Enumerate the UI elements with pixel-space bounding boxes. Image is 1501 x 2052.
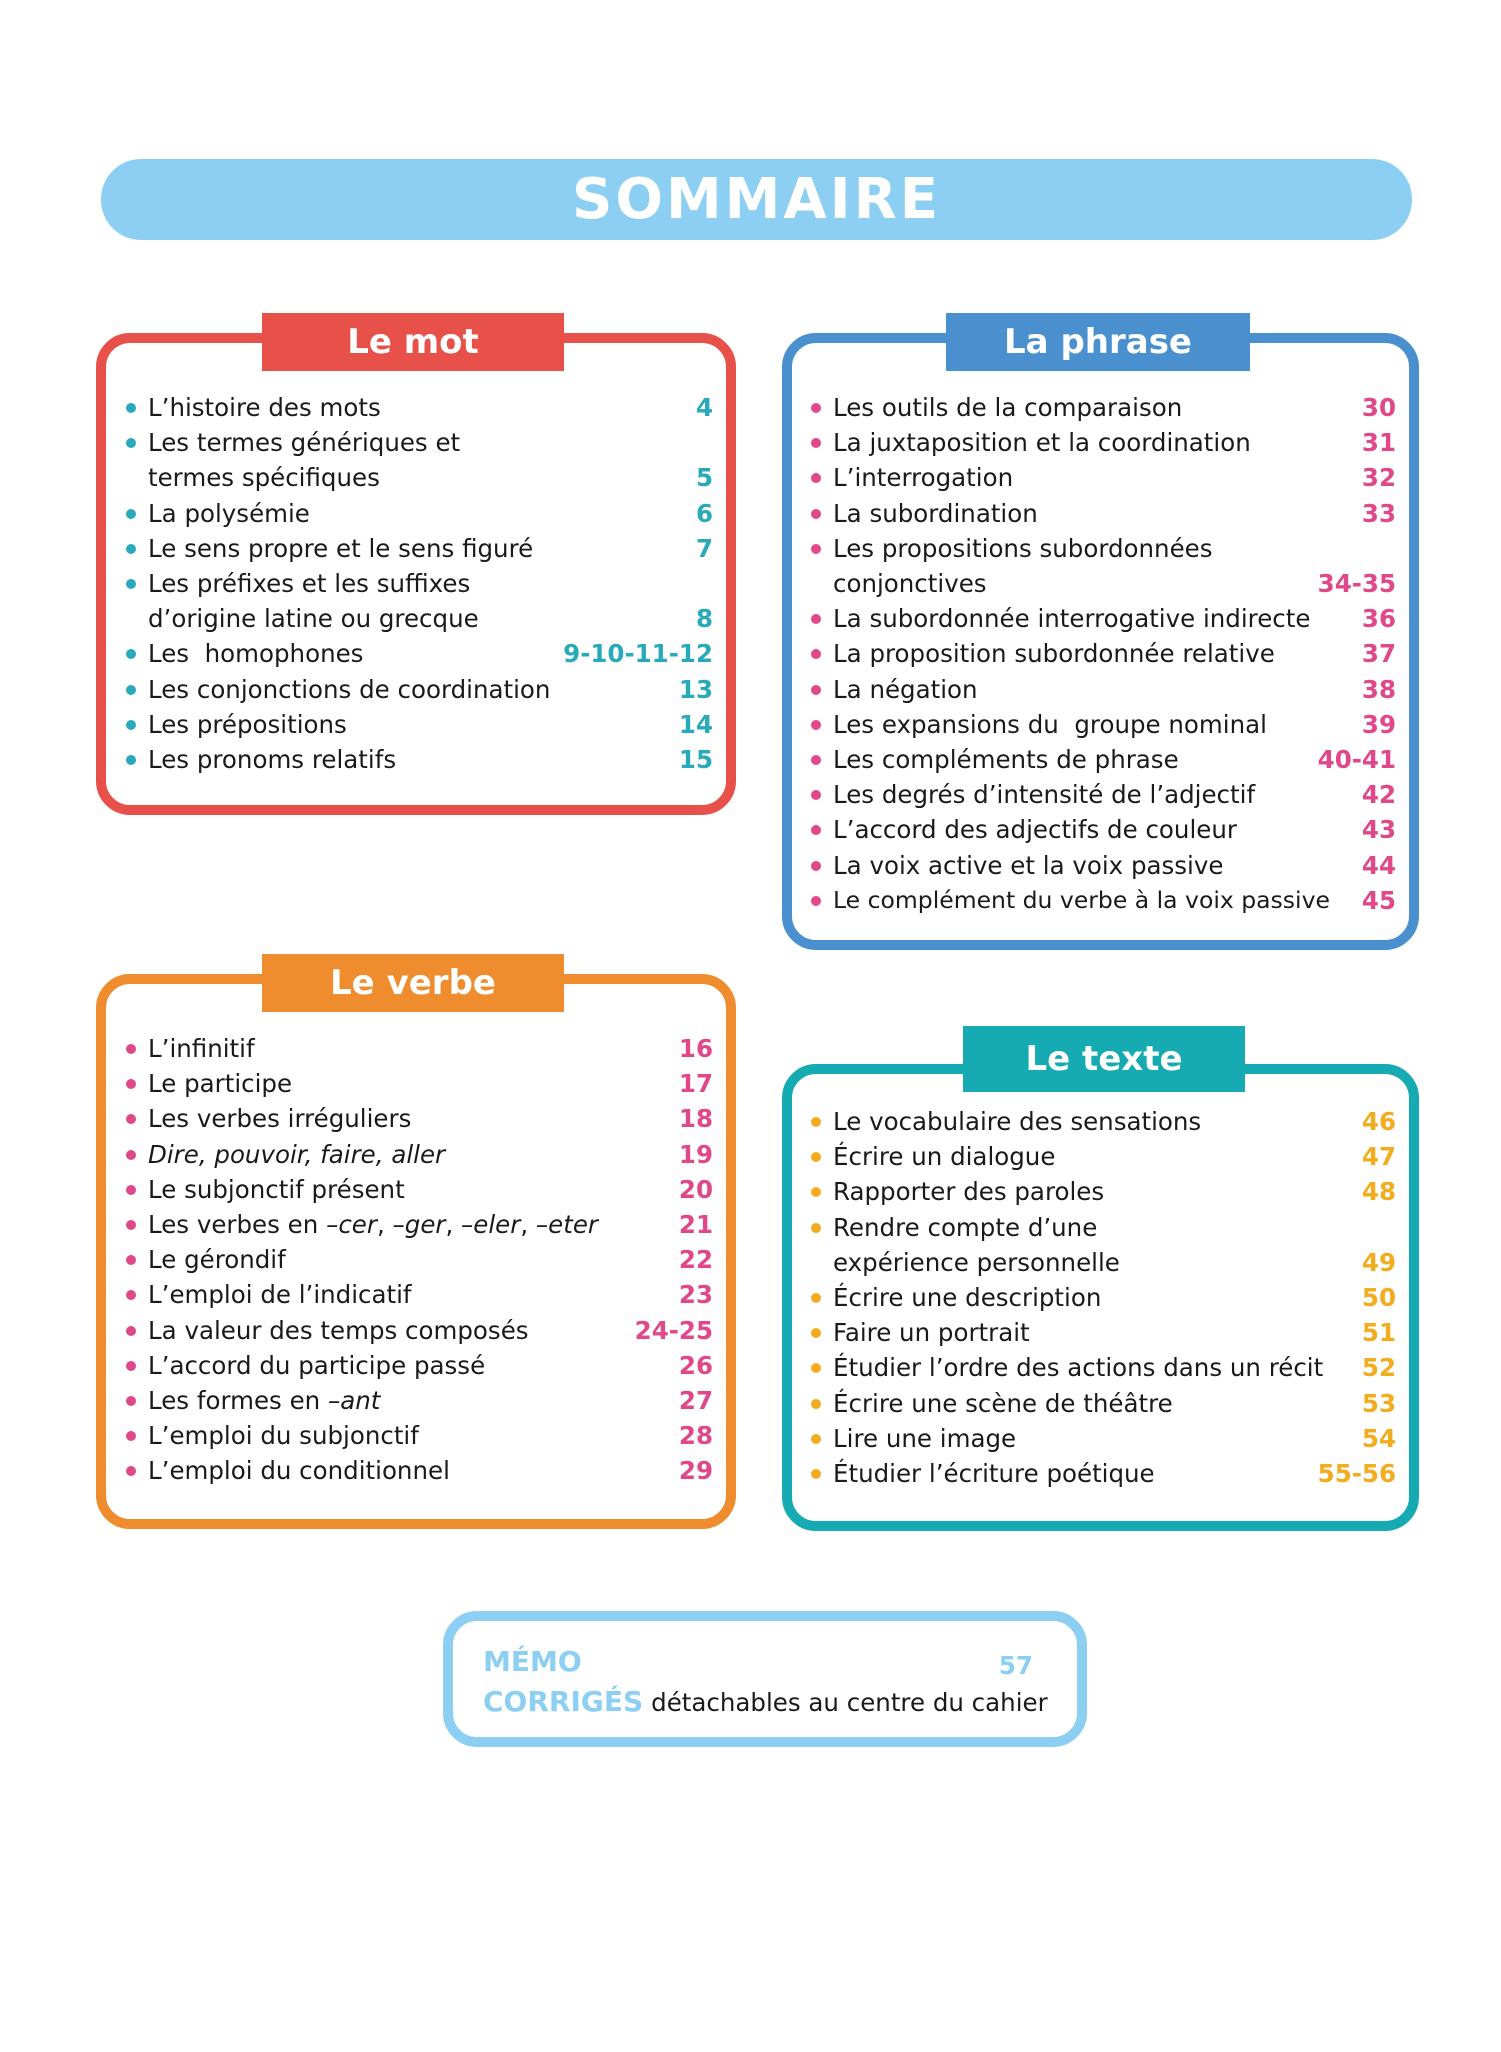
toc-item[interactable]: Les homophones 9-10-11-12 (148, 636, 713, 671)
memo-box (443, 1611, 1087, 1747)
toc-item[interactable]: Le vocabulaire des sensations 46 (833, 1104, 1396, 1139)
bullet-dot (126, 720, 136, 730)
toc-item[interactable]: La juxtaposition et la coordination 31 (833, 425, 1396, 460)
bullet-dot (126, 1185, 136, 1195)
bullet-dot (126, 544, 136, 554)
title-banner (101, 159, 1412, 240)
toc-item[interactable]: La proposition subordonnée relative 37 (833, 636, 1396, 671)
toc-item[interactable]: L’accord des adjectifs de couleur 43 (833, 812, 1396, 847)
memo-label: MÉMO (483, 1645, 582, 1678)
page-title: SOMMAIRE (572, 167, 941, 232)
bullet-dot (126, 1361, 136, 1371)
toc-item[interactable]: Les conjonctions de coordination 13 (148, 672, 713, 707)
corriges-row[interactable] (483, 1685, 1048, 1718)
toc-item[interactable]: Étudier l’ordre des actions dans un récit 52 (833, 1350, 1396, 1385)
bullet-dot (811, 544, 821, 554)
toc-item[interactable]: Le complément du verbe à la voix passive 45 (833, 883, 1396, 918)
toc-list-la-phrase (833, 390, 1396, 918)
toc-item[interactable]: Écrire une description 50 (833, 1280, 1396, 1315)
bullet-dot (811, 1399, 821, 1409)
bullet-dot (811, 685, 821, 695)
toc-item[interactable]: Lire une image 54 (833, 1421, 1396, 1456)
toc-item[interactable]: L’histoire des mots 4 (148, 390, 713, 425)
bullet-dot (811, 509, 821, 519)
bullet-dot (811, 755, 821, 765)
toc-item[interactable]: L’accord du participe passé 26 (148, 1348, 713, 1383)
section-title-le-verbe: Le verbe (262, 954, 564, 1012)
toc-item[interactable]: La voix active et la voix passive 44 (833, 848, 1396, 883)
toc-item[interactable]: Les formes en –ant 27 (148, 1383, 713, 1418)
toc-item[interactable]: L’interrogation 32 (833, 460, 1396, 495)
toc-item[interactable]: Les expansions du groupe nominal 39 (833, 707, 1396, 742)
toc-item[interactable]: Les termes génériques et termes spécifiques 5 (148, 425, 713, 495)
toc-item[interactable]: Le subjonctif présent 20 (148, 1172, 713, 1207)
bullet-dot (126, 403, 136, 413)
corriges-label: CORRIGÉS (483, 1685, 644, 1718)
bullet-dot (126, 755, 136, 765)
toc-item[interactable]: L’emploi du conditionnel 29 (148, 1453, 713, 1488)
toc-item[interactable]: L’emploi de l’indicatif 23 (148, 1277, 713, 1312)
bullet-dot (811, 403, 821, 413)
bullet-dot (126, 685, 136, 695)
toc-item[interactable]: Les pronoms relatifs 15 (148, 742, 713, 777)
toc-item[interactable]: Le sens propre et le sens figuré 7 (148, 531, 713, 566)
bullet-dot (811, 1434, 821, 1444)
bullet-dot (811, 1223, 821, 1233)
bullet-dot (811, 896, 821, 906)
toc-item[interactable]: Les compléments de phrase 40-41 (833, 742, 1396, 777)
toc-item[interactable]: La valeur des temps composés 24-25 (148, 1313, 713, 1348)
toc-item[interactable]: Les prépositions 14 (148, 707, 713, 742)
toc-list-le-texte (833, 1104, 1396, 1491)
bullet-dot (126, 1150, 136, 1160)
toc-item[interactable]: Rapporter des paroles 48 (833, 1174, 1396, 1209)
corriges-text: détachables au centre du cahier (651, 1688, 1048, 1717)
toc-item[interactable]: Écrire un dialogue 47 (833, 1139, 1396, 1174)
toc-item[interactable]: Étudier l’écriture poétique 55-56 (833, 1456, 1396, 1491)
bullet-dot (811, 1117, 821, 1127)
toc-list-le-verbe (148, 1031, 713, 1489)
memo-page: 57 (998, 1651, 1033, 1680)
toc-item[interactable]: Dire, pouvoir, faire, aller 19 (148, 1137, 713, 1172)
toc-item[interactable]: La négation 38 (833, 672, 1396, 707)
toc-item[interactable]: Le participe 17 (148, 1066, 713, 1101)
toc-item[interactable]: Rendre compte d’une expérience personnelle 49 (833, 1210, 1396, 1280)
section-title-le-mot: Le mot (262, 313, 564, 371)
section-title-le-texte: Le texte (963, 1026, 1245, 1092)
toc-item[interactable]: Les verbes en –cer, –ger, –eler, –eter 21 (148, 1207, 713, 1242)
toc-item[interactable]: Les verbes irréguliers 18 (148, 1101, 713, 1136)
bullet-dot (126, 1396, 136, 1406)
bullet-dot (126, 1326, 136, 1336)
toc-item[interactable]: La subordination 33 (833, 496, 1396, 531)
bullet-dot (811, 720, 821, 730)
toc-item[interactable]: Le gérondif 22 (148, 1242, 713, 1277)
toc-item[interactable]: L’emploi du subjonctif 28 (148, 1418, 713, 1453)
toc-item-text: Les termes génériques et termes spécifiques (148, 428, 461, 493)
toc-list-le-mot (148, 390, 713, 777)
toc-item[interactable]: La subordonnée interrogative indirecte 36 (833, 601, 1396, 636)
toc-item[interactable]: La polysémie 6 (148, 496, 713, 531)
bullet-dot (126, 1220, 136, 1230)
bullet-dot (126, 509, 136, 519)
toc-item[interactable]: Les propositions subordonnées conjonctives 34-35 (833, 531, 1396, 601)
toc-item[interactable]: Les préfixes et les suffixes d’origine latine ou grecque 8 (148, 566, 713, 636)
toc-item[interactable]: Écrire une scène de théâtre 53 (833, 1386, 1396, 1421)
bullet-dot (811, 861, 821, 871)
toc-item[interactable]: Faire un portrait 51 (833, 1315, 1396, 1350)
bullet-dot (811, 1469, 821, 1479)
toc-item[interactable]: Les outils de la comparaison 30 (833, 390, 1396, 425)
bullet-dot (126, 1044, 136, 1054)
toc-item[interactable]: Les degrés d’intensité de l’adjectif 42 (833, 777, 1396, 812)
section-title-la-phrase: La phrase (946, 313, 1250, 371)
bullet-dot (811, 1293, 821, 1303)
memo-row[interactable] (483, 1645, 582, 1678)
toc-item[interactable]: L’infinitif 16 (148, 1031, 713, 1066)
bullet-dot (126, 579, 136, 589)
